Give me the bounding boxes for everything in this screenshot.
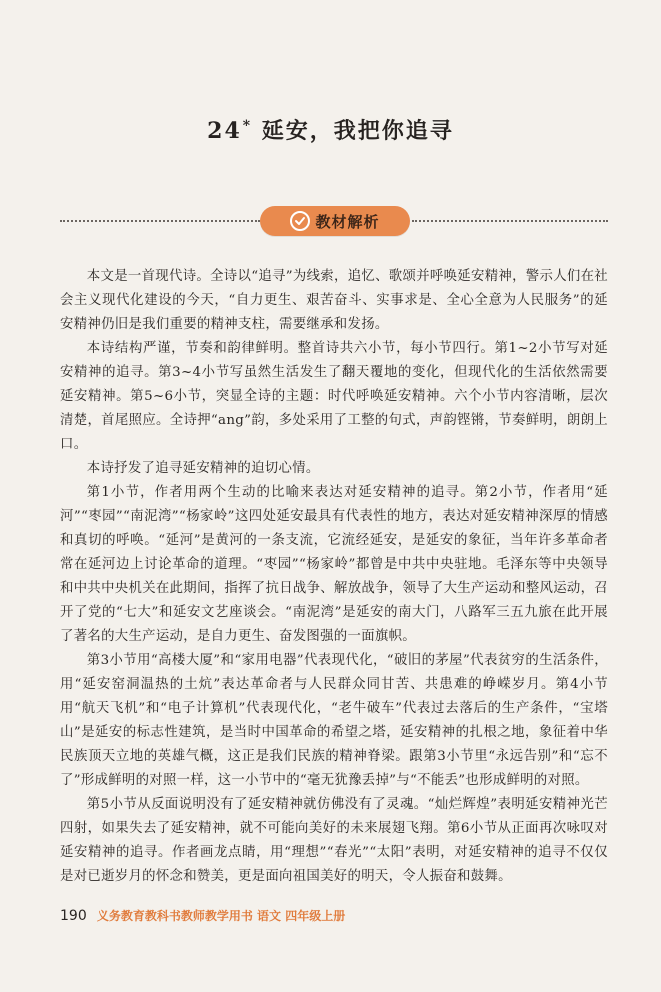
lesson-title [0, 114, 661, 145]
analysis-body [60, 265, 608, 889]
paragraph: 本诗抒发了追寻延安精神的迫切心情。 [86, 461, 320, 476]
page-number: 190 [60, 908, 87, 924]
paragraph: 第1小节，作者用两个生动的比喻来表达对延安精神的追寻。第2小节，作者用“延河”“枣园”“南泥湾”“杨家岭”这四处延安最具有代表性的地方，表达对延安精神深厚的情感和真切的呼唤。“延河”是黄河的一条支流，它流经延安，是延安的象征，当年许多革命者常在延河边上讨论革命的道理。“枣园”“杨家岭”都曾是中共中央驻地。毛泽东等中央领导和中共中央机关在此期间，指挥了抗日战争、解放战争，领导了大生产运动和整风运动，召开了党的“七大”和延安文艺座谈会。“南泥湾”是延安的南大门，八路军三五九旅在此开展了著名的大生产运动，是自力更生、奋发图强的一面旗帜。 [60, 485, 608, 644]
section-header-label: 教材解析 [315, 212, 380, 231]
section-header-badge [260, 206, 410, 236]
check-circle-icon [290, 211, 310, 231]
lesson-subject: 延安，我把你追寻 [261, 118, 454, 144]
paragraph: 本诗结构严谨，节奏和韵律鲜明。整首诗共六小节，每小节四行。第1~2小节写对延安精神的追寻。第3~4小节写虽然生活发生了翻天覆地的变化，但现代化的生活依然需要延安精神。第5~6小节，突显全诗的主题：时代呼唤延安精神。六个小节内容清晰，层次清楚，首尾照应。全诗押“ang”韵，多处采用了工整的句式，声韵铿锵，节奏鲜明，朗朗上口。 [60, 341, 608, 452]
self-study-marker: * [242, 117, 253, 134]
page-footer [60, 907, 345, 924]
divider-line-left [60, 220, 260, 222]
book-title: 义务教育教科书教师教学用书 语文 四年级上册 [96, 909, 346, 923]
lesson-number: 24 [207, 118, 242, 144]
paragraph: 第5小节从反面说明没有了延安精神就仿佛没有了灵魂。“灿烂辉煌”表明延安精神光芒四射，如果失去了延安精神，就不可能向美好的未来展翅飞翔。第6小节从正面再次咏叹对延安精神的追寻。作者画龙点睛，用“理想”“春光”“太阳”表明，对延安精神的追寻不仅仅是对已逝岁月的怀念和赞美，更是面向祖国美好的明天，令人振奋和鼓舞。 [60, 797, 608, 884]
divider-line-right [412, 220, 608, 222]
paragraph: 本文是一首现代诗。全诗以“追寻”为线索，追忆、歌颂并呼唤延安精神，警示人们在社会主义现代化建设的今天，“自力更生、艰苦奋斗、实事求是、全心全意为人民服务”的延安精神仍旧是我们重要的精神支柱，需要继承和发扬。 [60, 269, 608, 332]
paragraph: 第3小节用“高楼大厦”和“家用电器”代表现代化，“破旧的茅屋”代表贫穷的生活条件，用“延安窑洞温热的土炕”表达革命者与人民群众同甘苦、共患难的峥嵘岁月。第4小节用“航天飞机”和“电子计算机”代表现代化，“老牛破车”代表过去落后的生产条件，“宝塔山”是延安的标志性建筑，是当时中国革命的希望之塔，延安精神的扎根之地，象征着中华民族顶天立地的英雄气概，这正是我们民族的精神脊梁。跟第3小节里“永远告别”和“忘不了”形成鲜明的对照一样，这一小节中的“毫无犹豫丢掉”与“不能丢”也形成鲜明的对照。 [60, 653, 608, 788]
